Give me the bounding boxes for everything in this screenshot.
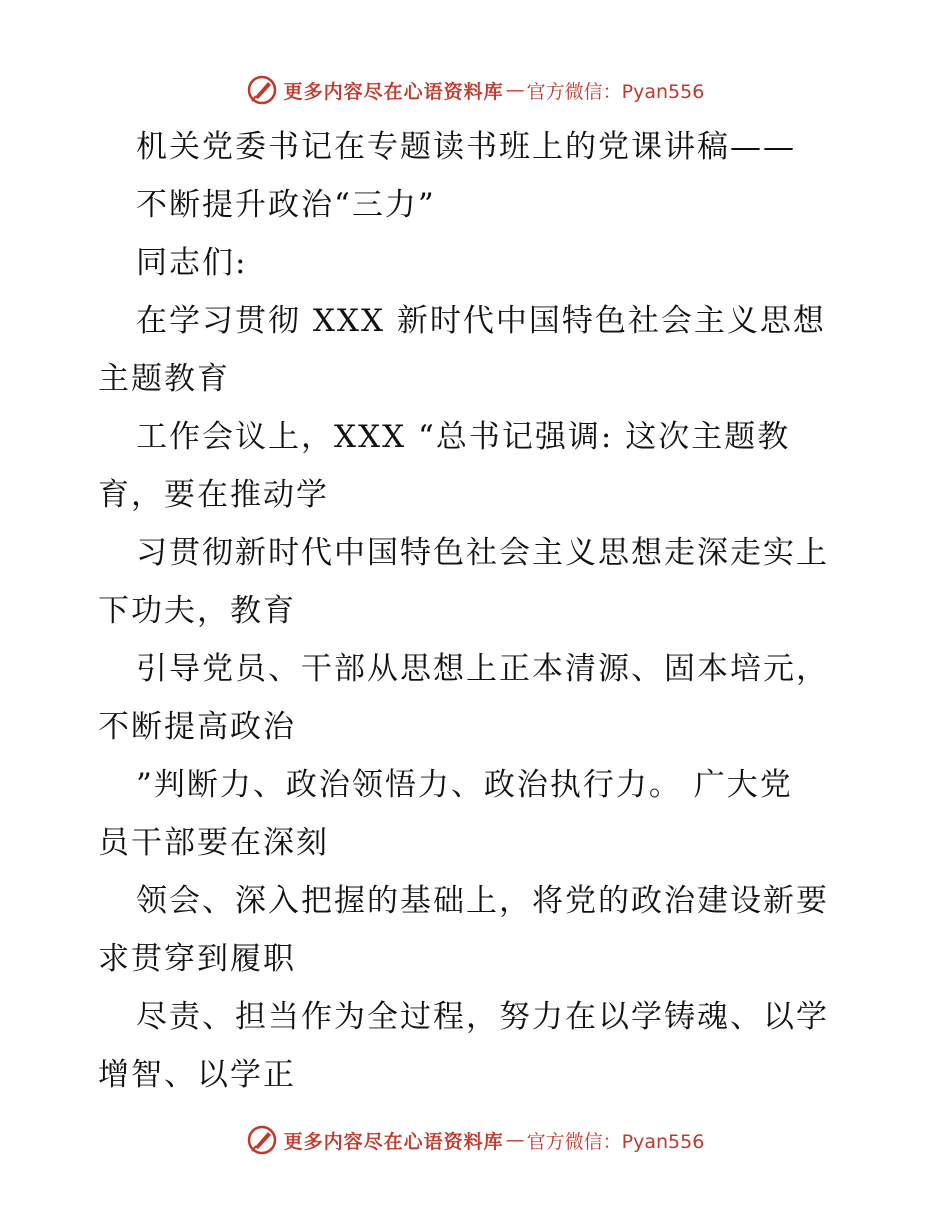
- footer-watermark: [0, 1120, 950, 1160]
- document-title-line-1: 机关党委书记在专题读书班上的党课讲稿——: [136, 129, 796, 165]
- body-line: 不断提高政治: [98, 709, 296, 745]
- quill-logo-icon: [246, 74, 278, 106]
- body-line: 领会、深入把握的基础上，将党的政治建设新要: [136, 883, 829, 919]
- body-line: 员干部要在深刻: [98, 825, 329, 861]
- body-line: 工作会议上，XXX “总书记强调: 这次主题教: [136, 419, 791, 455]
- salutation: 同志们:: [136, 245, 248, 281]
- watermark-contact: 官方微信：Pyan556: [526, 80, 705, 103]
- body-line: 育，要在推动学: [98, 477, 329, 513]
- watermark-label: 更多内容尽在心语资料库: [283, 1130, 504, 1153]
- watermark-label: 更多内容尽在心语资料库: [283, 80, 504, 103]
- body-line: 尽责、担当作为全过程，努力在以学铸魂、以学: [136, 999, 829, 1035]
- body-line: 求贯穿到履职: [98, 941, 296, 977]
- watermark-dash: —: [505, 79, 525, 101]
- watermark-dash: —: [505, 1129, 525, 1151]
- body-line: 在学习贯彻 XXX 新时代中国特色社会主义思想: [136, 303, 826, 339]
- header-watermark: [0, 70, 950, 110]
- body-line: 引导党员、干部从思想上正本清源、固本培元，: [136, 651, 829, 687]
- document-title-line-2: 不断提升政治“三力”: [136, 187, 436, 223]
- body-line: 主题教育: [98, 361, 230, 397]
- body-line: 增智、以学正: [98, 1057, 296, 1093]
- document-body: [98, 118, 858, 1104]
- quill-logo-icon: [246, 1124, 278, 1156]
- watermark-contact: 官方微信：Pyan556: [526, 1130, 705, 1153]
- body-line: 下功夫，教育: [98, 593, 296, 629]
- body-line: 习贯彻新时代中国特色社会主义思想走深走实上: [136, 535, 829, 571]
- body-line: ”判断力、政治领悟力、政治执行力。 广大党: [136, 767, 793, 803]
